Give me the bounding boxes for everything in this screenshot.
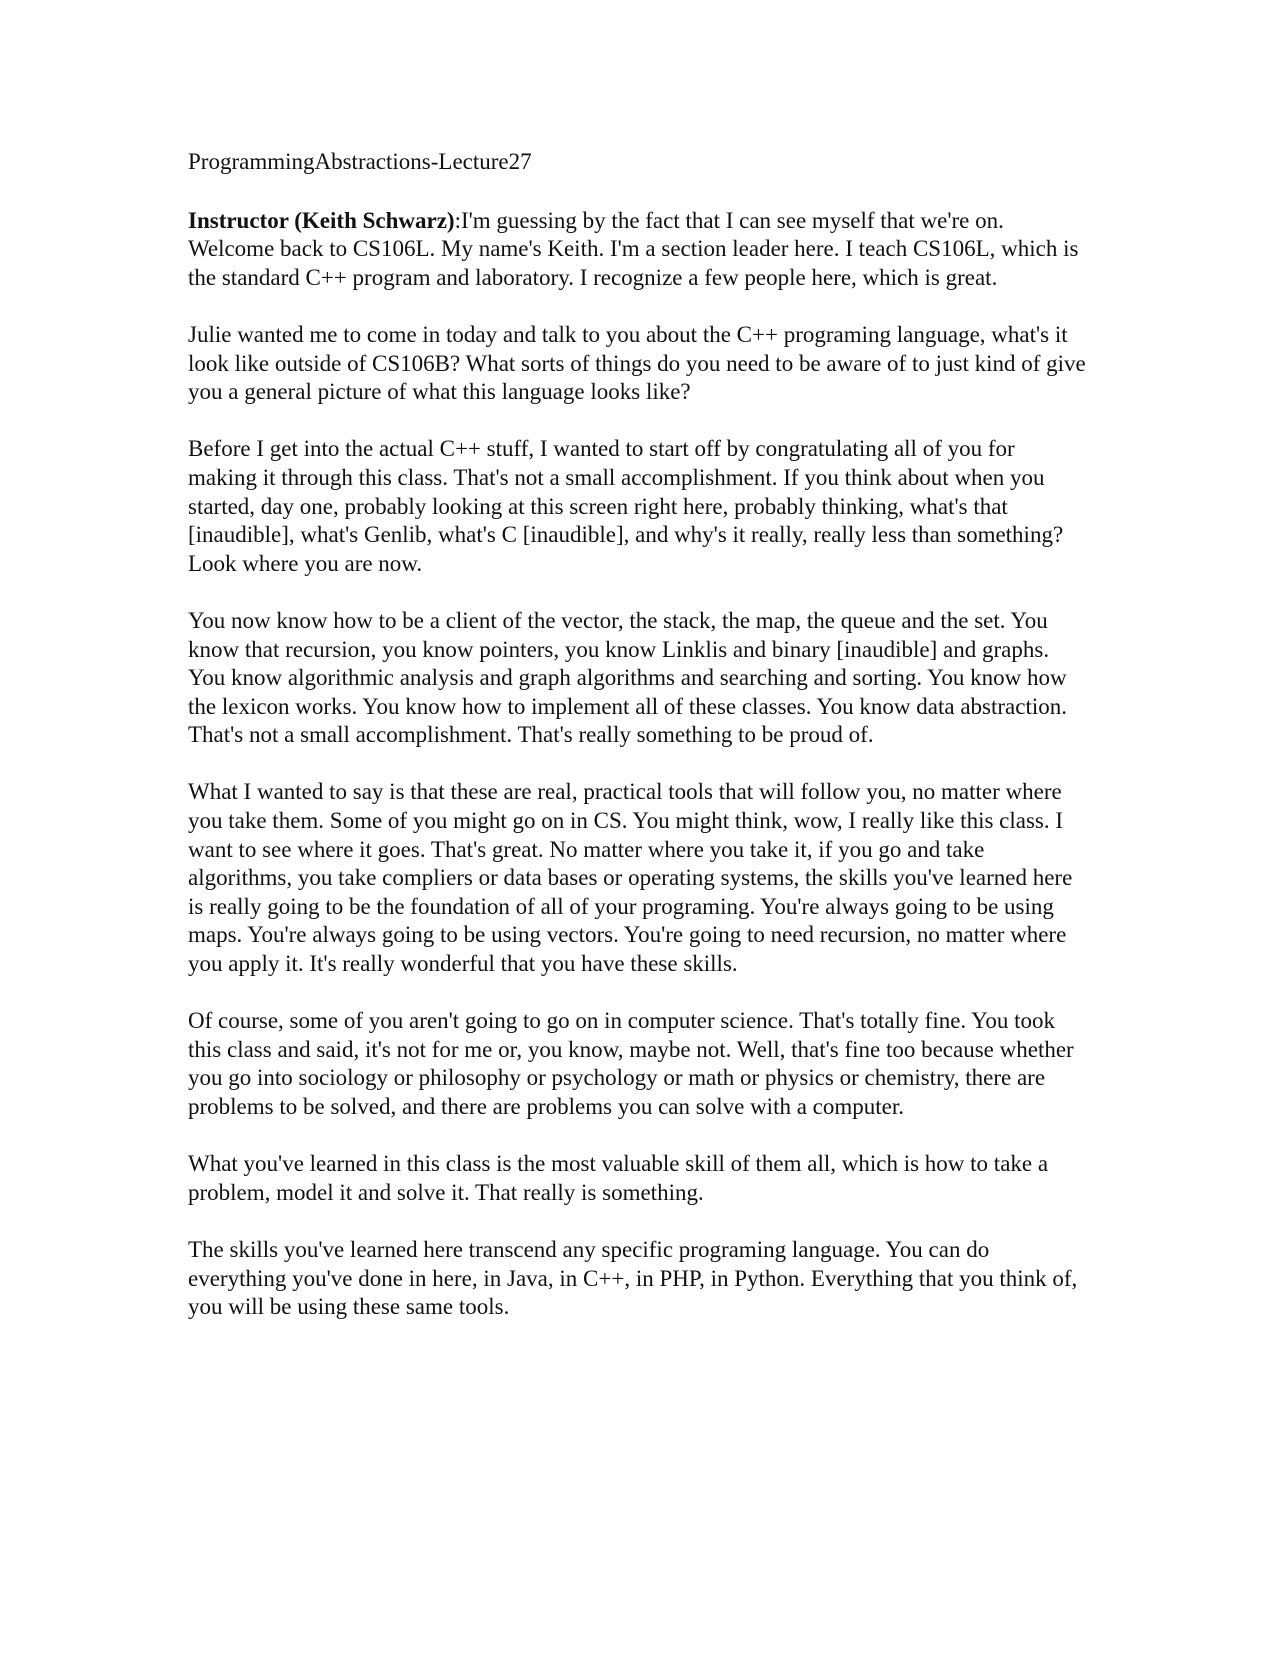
paragraph: Before I get into the actual C++ stuff, I wanted to start off by congratulating all of you for making it through this class. That's not a small accomplishment. If you think about when you started, day one, probably looking at this screen right here, probably thinking, what's that [inaudible], what's Genlib, what's C [inaudible], and why's it really, really less than something? Look where you are now.: [188, 436, 1064, 576]
paragraph: You now know how to be a client of the vector, the stack, the map, the queue and the set. You know that recursion, you know pointers, you know Linklis and binary [inaudible] and graphs. You know algorithmic analysis and graph algorithms and searching and sorting. You know how the lexicon works. You know how to implement all of these classes. You know data abstraction. That's not a small accomplishment. That's really something to be proud of.: [188, 607, 1067, 748]
paragraph: The skills you've learned here transcend any specific programing language. You can do everything you've done in here, in Java, in C++, in PHP, in Python. Everything that you think of, you will be using these same tools.: [188, 1236, 1078, 1320]
speaker-label: Instructor (Keith Schwarz): [188, 207, 455, 233]
paragraph: What I wanted to say is that these are real, practical tools that will follow you, no matter where you take them. Some of you might go on in CS. You might think, wow, I really like this class. I want to see where it goes. That's great. No matter where you take it, if you go and take algorithms, you take compliers or data bases or operating systems, the skills you've learned here is really going to be the foundation of all of your programing. You're always going to be using maps. You're always going to be using vectors. You're going to need recursion, no matter where you apply it. It's really wonderful that you have these skills.: [188, 779, 1073, 977]
paragraph: Julie wanted me to come in today and talk to you about the C++ programing language, what's it look like outside of CS106B? What sorts of things do you need to be aware of to just kind of give you a general picture of what this language looks like?: [188, 321, 1086, 405]
paragraph-intro: [188, 207, 1088, 293]
paragraph: Of course, some of you aren't going to go on in computer science. That's totally fine. You took this class and said, it's not for me or, you know, maybe not. Well, that's fine too because whether you go into sociology or philosophy or psychology or math or physics or chemistry, there are problems to be solved, and there are problems you can solve with a computer.: [188, 1008, 1074, 1119]
document-page: [188, 148, 1088, 1350]
paragraph: What you've learned in this class is the most valuable skill of them all, which is how to take a problem, model it and solve it. That really is something.: [188, 1151, 1049, 1205]
paragraph-text: :I'm guessing by the fact that I can see myself that we're on. Welcome back to CS106L. My name's Keith. I'm a section leader here. I teach CS106L, which is the standard C++ program and laboratory. I recognize a few people here, which is great.: [188, 207, 1079, 290]
document-title: ProgrammingAbstractions-Lecture27: [188, 149, 532, 174]
